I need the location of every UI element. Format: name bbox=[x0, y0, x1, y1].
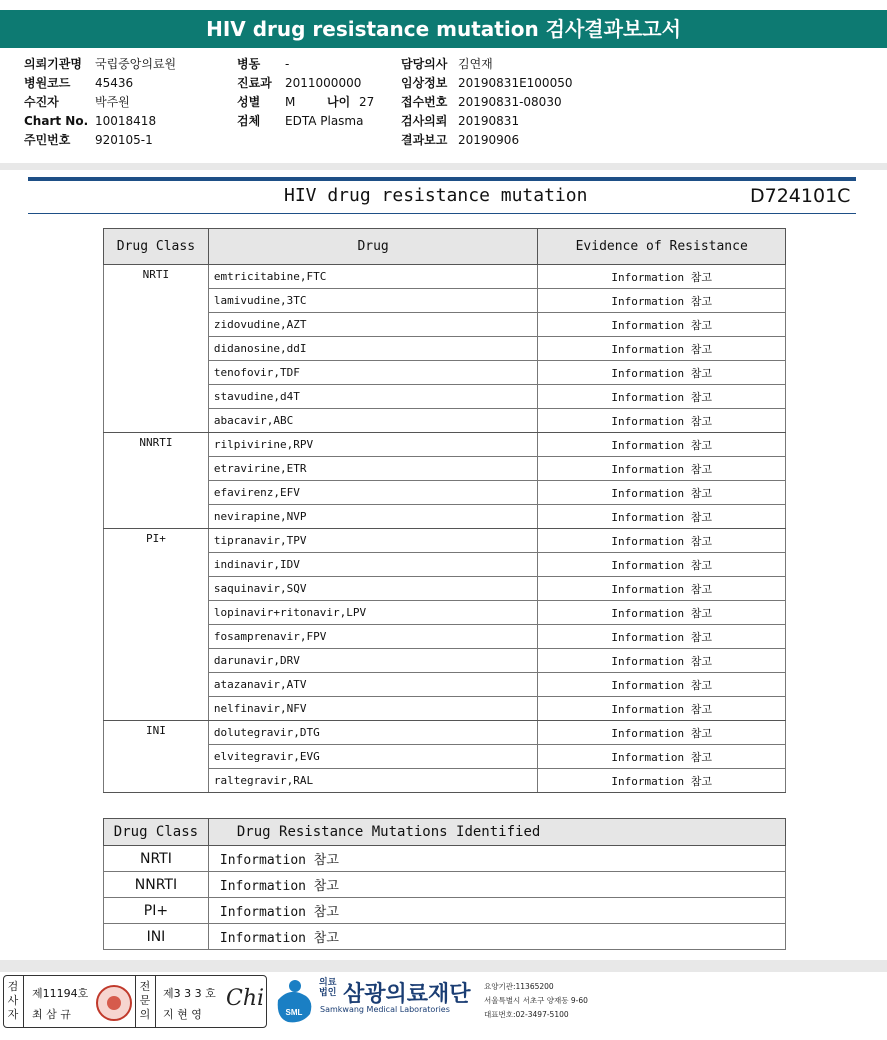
table-row bbox=[104, 924, 786, 950]
value-result-report: 20190906 bbox=[458, 133, 520, 147]
cell-evidence: Information 참고 bbox=[538, 313, 786, 337]
cell-evidence: Information 참고 bbox=[538, 385, 786, 409]
label-receipt-no: 접수번호 bbox=[401, 95, 448, 109]
logo-text: SML bbox=[285, 1008, 303, 1017]
cell-mutations: Information 참고 bbox=[208, 846, 785, 872]
cell-drug: lamivudine,3TC bbox=[208, 289, 538, 313]
cell-evidence: Information 참고 bbox=[538, 553, 786, 577]
cell-mutations: Information 참고 bbox=[208, 898, 785, 924]
value-patient-name: 박주원 bbox=[95, 95, 130, 109]
org-name-en: Samkwang Medical Laboratories bbox=[320, 1005, 450, 1014]
cell-evidence: Information 참고 bbox=[538, 409, 786, 433]
cell-drug: tipranavir,TPV bbox=[208, 529, 538, 553]
table-row bbox=[104, 846, 786, 872]
examiner-name: 최 삼 규 bbox=[32, 1008, 71, 1021]
cell-drug: efavirenz,EFV bbox=[208, 481, 538, 505]
cell-evidence: Information 참고 bbox=[538, 433, 786, 457]
divider bbox=[23, 976, 24, 1027]
cell-drug: etravirine,ETR bbox=[208, 457, 538, 481]
cell-drug: indinavir,IDV bbox=[208, 553, 538, 577]
value-physician: 김연재 bbox=[458, 57, 493, 71]
report-rule-bottom bbox=[28, 213, 856, 214]
handwritten-signature: Chi bbox=[226, 986, 265, 1011]
table-row bbox=[104, 898, 786, 924]
label-ward: 병동 bbox=[237, 57, 261, 71]
label-resident-no: 주민번호 bbox=[24, 133, 71, 147]
label-test-request: 검사의뢰 bbox=[401, 114, 448, 128]
value-department: 2011000000 bbox=[285, 76, 362, 90]
specialist-vertical-label: 전문의 bbox=[139, 980, 151, 1021]
report-code: D724101C bbox=[750, 185, 851, 207]
cell-drug: saquinavir,SQV bbox=[208, 577, 538, 601]
signature-box bbox=[3, 975, 267, 1028]
cell-drug: fosamprenavir,FPV bbox=[208, 625, 538, 649]
label-chart-no: Chart No. bbox=[24, 114, 89, 128]
cell-drug: dolutegravir,DTG bbox=[208, 721, 538, 745]
value-sex: M bbox=[285, 95, 296, 109]
cell-class: INI bbox=[104, 924, 209, 950]
seal-stamp bbox=[96, 985, 132, 1021]
patient-info-col1 bbox=[24, 55, 176, 150]
cell-drug: atazanavir,ATV bbox=[208, 673, 538, 697]
table-header-row bbox=[104, 229, 786, 265]
cell-mutations: Information 참고 bbox=[208, 924, 785, 950]
label-sex: 성별 bbox=[237, 95, 261, 109]
cell-evidence: Information 참고 bbox=[538, 337, 786, 361]
cell-drug-class: INI bbox=[104, 721, 209, 793]
label-clinical-info: 임상정보 bbox=[401, 76, 448, 90]
cell-drug: elvitegravir,EVG bbox=[208, 745, 538, 769]
cell-evidence: Information 참고 bbox=[538, 697, 786, 721]
header-drug-class: Drug Class bbox=[104, 229, 209, 265]
examiner-vertical-label: 검사자 bbox=[7, 980, 19, 1021]
divider bbox=[155, 976, 156, 1027]
org-address: 서울특별시 서초구 양재동 9-60 bbox=[484, 996, 588, 1005]
table-header-row bbox=[104, 819, 786, 846]
table-row bbox=[104, 529, 786, 553]
cell-drug: zidovudine,AZT bbox=[208, 313, 538, 337]
table-row bbox=[104, 872, 786, 898]
table-row bbox=[104, 265, 786, 289]
cell-drug: didanosine,ddI bbox=[208, 337, 538, 361]
report-title-bar: HIV drug resistance mutation 검사결과보고서 bbox=[0, 10, 887, 48]
sml-logo-icon bbox=[272, 978, 316, 1026]
cell-evidence: Information 참고 bbox=[538, 625, 786, 649]
label-specimen: 검체 bbox=[237, 114, 261, 128]
label-result-report: 결과보고 bbox=[401, 133, 448, 147]
specialist-license-no: 제3 3 3 호 bbox=[163, 987, 216, 1000]
label-patient-name: 수진자 bbox=[24, 95, 59, 109]
cell-evidence: Information 참고 bbox=[538, 649, 786, 673]
divider-band bbox=[0, 163, 887, 170]
cell-drug: abacavir,ABC bbox=[208, 409, 538, 433]
org-name: 삼광의료재단 bbox=[343, 982, 471, 1007]
examiner-license-no: 제11194호 bbox=[32, 987, 89, 1000]
cell-drug: stavudine,d4T bbox=[208, 385, 538, 409]
cell-drug: nevirapine,NVP bbox=[208, 505, 538, 529]
value-hospital-code: 45436 bbox=[95, 76, 134, 90]
cell-evidence: Information 참고 bbox=[538, 601, 786, 625]
label-department: 진료과 bbox=[237, 76, 272, 90]
cell-evidence: Information 참고 bbox=[538, 361, 786, 385]
value-test-request: 20190831 bbox=[458, 114, 520, 128]
org-contact-info bbox=[484, 980, 588, 1022]
divider bbox=[135, 976, 136, 1027]
cell-class: PI+ bbox=[104, 898, 209, 924]
header-drug: Drug bbox=[208, 229, 538, 265]
cell-evidence: Information 참고 bbox=[538, 505, 786, 529]
value-resident-no: 920105-1 bbox=[95, 133, 153, 147]
label-requesting-institution: 의뢰기관명 bbox=[24, 57, 82, 71]
cell-evidence: Information 참고 bbox=[538, 265, 786, 289]
cell-class: NNRTI bbox=[104, 872, 209, 898]
cell-drug-class: PI+ bbox=[104, 529, 209, 721]
header-mutations-identified: Drug Resistance Mutations Identified bbox=[208, 819, 785, 846]
patient-info-col3 bbox=[401, 55, 572, 150]
org-code: 요양기관:11365200 bbox=[484, 982, 554, 991]
report-rule-top bbox=[28, 177, 856, 181]
cell-evidence: Information 참고 bbox=[538, 481, 786, 505]
cell-class: NRTI bbox=[104, 846, 209, 872]
value-ward: - bbox=[285, 57, 290, 71]
table-row bbox=[104, 721, 786, 745]
org-legal-label: 의료 법인 bbox=[319, 978, 337, 998]
cell-evidence: Information 참고 bbox=[538, 529, 786, 553]
cell-drug: raltegravir,RAL bbox=[208, 769, 538, 793]
label-age: 나이 bbox=[327, 95, 351, 109]
cell-drug: tenofovir,TDF bbox=[208, 361, 538, 385]
value-clinical-info: 20190831E100050 bbox=[458, 76, 573, 90]
header-evidence: Evidence of Resistance bbox=[538, 229, 786, 265]
table-row bbox=[104, 433, 786, 457]
header-drug-class: Drug Class bbox=[104, 819, 209, 846]
cell-evidence: Information 참고 bbox=[538, 721, 786, 745]
footer-band bbox=[0, 960, 887, 972]
specialist-name: 지 현 영 bbox=[163, 1008, 202, 1021]
label-hospital-code: 병원코드 bbox=[24, 76, 71, 90]
drug-resistance-table bbox=[103, 228, 786, 793]
cell-mutations: Information 참고 bbox=[208, 872, 785, 898]
cell-evidence: Information 참고 bbox=[538, 769, 786, 793]
cell-evidence: Information 참고 bbox=[538, 289, 786, 313]
org-phone: 대표번호:02-3497-5100 bbox=[484, 1010, 569, 1019]
value-chart-no: 10018418 bbox=[95, 114, 157, 128]
cell-evidence: Information 참고 bbox=[538, 457, 786, 481]
cell-evidence: Information 참고 bbox=[538, 577, 786, 601]
cell-drug: emtricitabine,FTC bbox=[208, 265, 538, 289]
cell-drug: rilpivirine,RPV bbox=[208, 433, 538, 457]
cell-drug-class: NRTI bbox=[104, 265, 209, 433]
cell-drug: lopinavir+ritonavir,LPV bbox=[208, 601, 538, 625]
cell-drug-class: NNRTI bbox=[104, 433, 209, 529]
mutations-table bbox=[103, 818, 786, 950]
value-age: 27 bbox=[359, 95, 375, 109]
patient-info-col2 bbox=[237, 55, 374, 131]
value-requesting-institution: 국립중앙의료원 bbox=[95, 57, 177, 71]
label-physician: 담당의사 bbox=[401, 57, 448, 71]
cell-drug: darunavir,DRV bbox=[208, 649, 538, 673]
drug-table-body bbox=[104, 265, 786, 793]
cell-evidence: Information 참고 bbox=[538, 745, 786, 769]
report-section-title: HIV drug resistance mutation bbox=[284, 185, 588, 206]
cell-drug: nelfinavir,NFV bbox=[208, 697, 538, 721]
value-specimen: EDTA Plasma bbox=[285, 114, 364, 128]
cell-evidence: Information 참고 bbox=[538, 673, 786, 697]
value-receipt-no: 20190831-08030 bbox=[458, 95, 562, 109]
